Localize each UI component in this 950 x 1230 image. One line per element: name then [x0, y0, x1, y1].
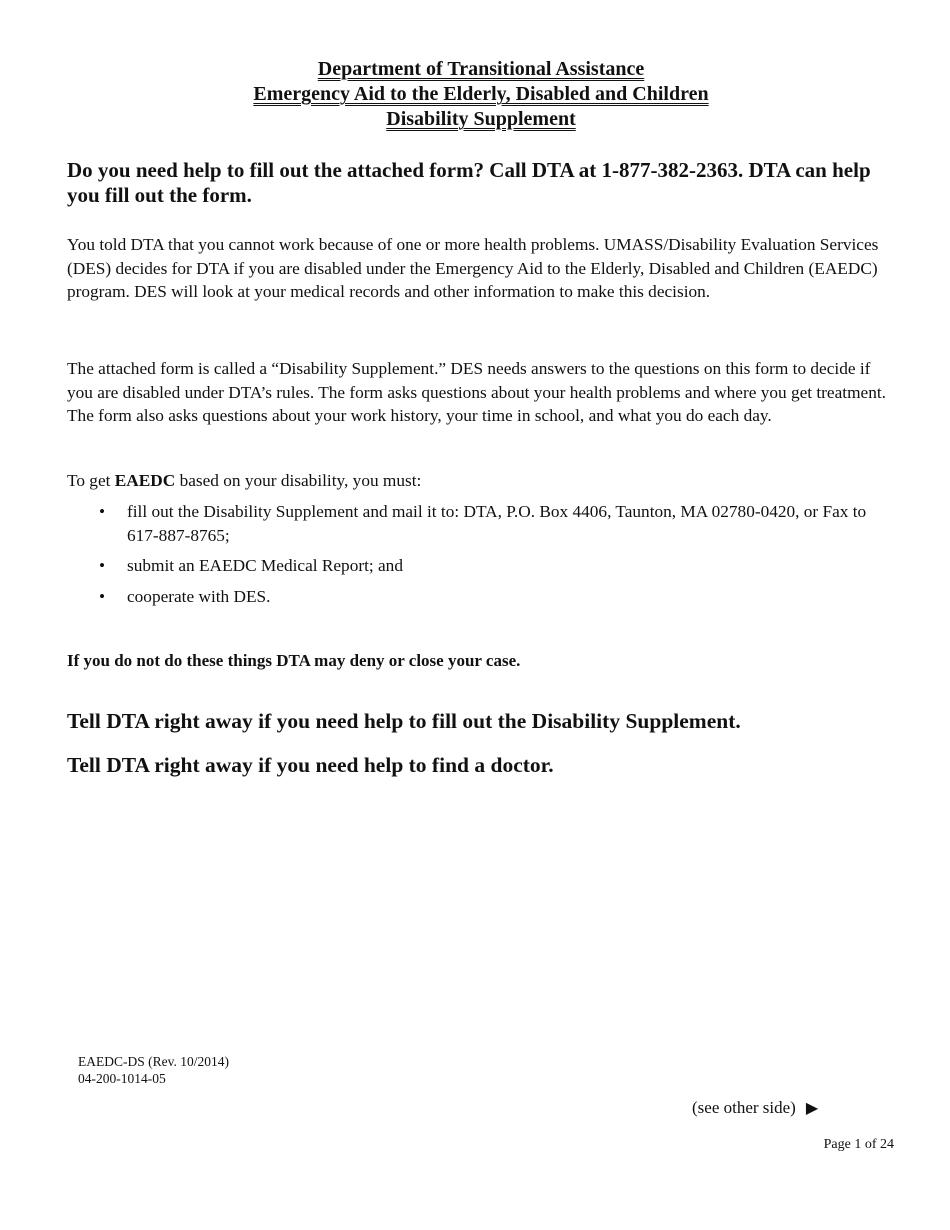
- requirements-list: [67, 500, 897, 615]
- form-description-paragraph: The attached form is called a “Disability Supplement.” DES needs answers to the questions on this form to decide if you are disabled under DTA’s rules. The form asks questions about your health problems and where you get treatment. The form also asks questions about your work history, your time in school, and what you do each day.: [67, 359, 886, 425]
- list-item-text: cooperate with DES.: [127, 586, 271, 606]
- list-item: [67, 500, 897, 547]
- title-program: Emergency Aid to the Elderly, Disabled and Children: [253, 83, 709, 105]
- form-revision-code: EAEDC-DS (Rev. 10/2014): [78, 1054, 229, 1069]
- bullet-icon: •: [99, 556, 106, 575]
- requirements-intro: [67, 469, 897, 493]
- list-item: [67, 554, 897, 578]
- form-identifier: [78, 1053, 229, 1087]
- tell-dta-help-form: Tell DTA right away if you need help to fill out the Disability Supplement.: [67, 709, 741, 733]
- warning-text: If you do not do these things DTA may deny or close your case.: [67, 651, 521, 670]
- form-number: 04-200-1014-05: [78, 1071, 166, 1086]
- requirements-intro-suffix: based on your disability, you must:: [175, 471, 422, 490]
- document-title-block: [0, 57, 950, 132]
- requirements-intro-program: EAEDC: [114, 471, 176, 490]
- bullet-icon: •: [99, 502, 106, 521]
- requirements-intro-prefix: To get: [67, 471, 115, 490]
- page-number: Page 1 of 24: [823, 1137, 894, 1152]
- tell-dta-help-doctor: Tell DTA right away if you need help to find a doctor.: [67, 753, 554, 777]
- title-form-name: Disability Supplement: [386, 108, 576, 130]
- title-department: Department of Transitional Assistance: [317, 58, 645, 80]
- help-heading: Do you need help to fill out the attached form? Call DTA at 1-877-382-2363. DTA can help you fill out the form.: [67, 158, 871, 207]
- list-item-text: fill out the Disability Supplement and mail it to: DTA, P.O. Box 4406, Taunton, MA 02780-0420, or Fax to 617-887-8765;: [127, 502, 867, 545]
- see-other-side-note: [692, 1097, 818, 1120]
- see-other-side-text: (see other side): [692, 1098, 796, 1117]
- intro-paragraph: You told DTA that you cannot work because of one or more health problems. UMASS/Disability Evaluation Services (DES) decides for DTA if you are disabled under the Emergency Aid to the Elderly, Disabled and Children (EAEDC) program. DES will look at your medical records and other information to make this decision.: [67, 235, 879, 301]
- list-item-text: submit an EAEDC Medical Report; and: [127, 556, 403, 575]
- arrow-right-icon: ▶: [805, 1100, 819, 1117]
- list-item: [67, 585, 897, 609]
- bullet-icon: •: [99, 586, 106, 606]
